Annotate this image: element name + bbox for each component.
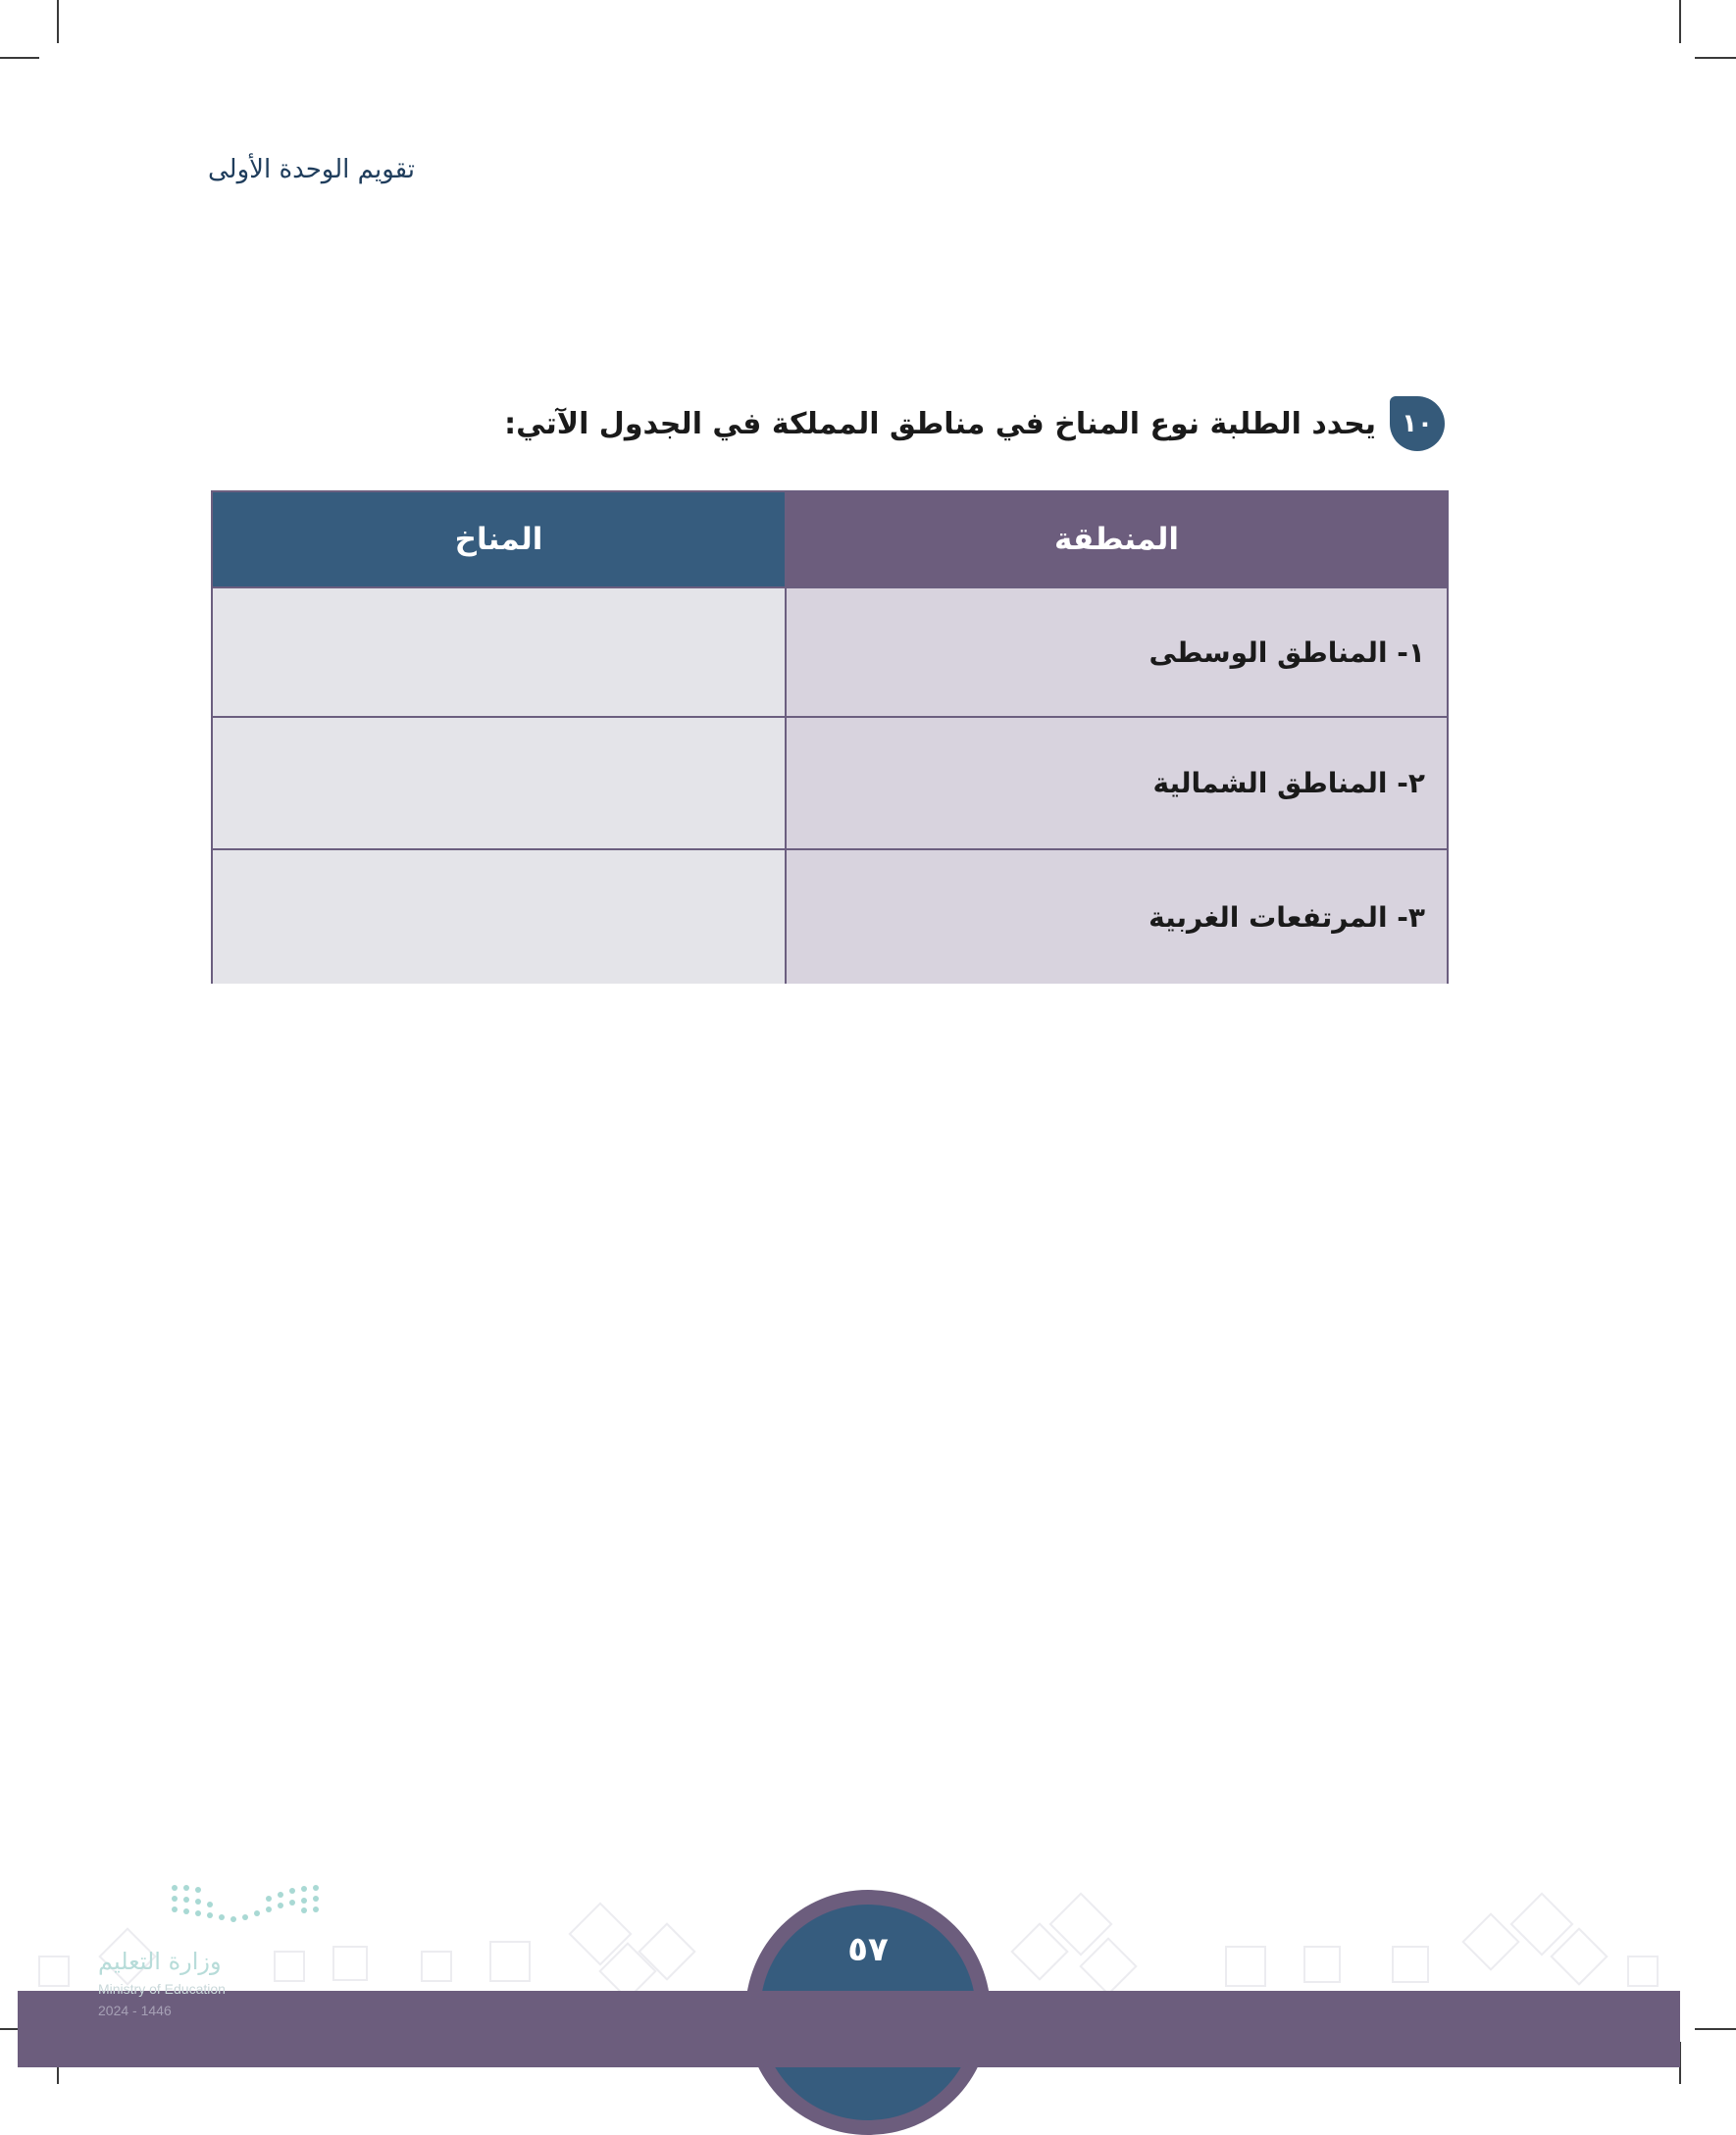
ministry-logo-year: 2024 - 1446: [98, 2003, 172, 2018]
region-cell: ١- المناطق الوسطى: [785, 588, 1447, 716]
header-climate: المناخ: [213, 492, 785, 586]
climate-answer-cell[interactable]: [213, 588, 785, 716]
climate-table: [211, 490, 1449, 984]
page-number: ٥٧: [847, 1930, 889, 1969]
climate-answer-cell[interactable]: [213, 718, 785, 848]
table-row: [213, 586, 1447, 716]
crop-mark: [1679, 0, 1681, 43]
climate-answer-cell[interactable]: [213, 850, 785, 984]
question-number-badge: ١٠: [1390, 396, 1445, 451]
header-region: المنطقة: [785, 492, 1447, 586]
question: [504, 396, 1445, 451]
region-cell: ٣- المرتفعات الغربية: [785, 850, 1447, 984]
crop-mark: [0, 57, 39, 59]
table-header-row: [213, 492, 1447, 586]
question-text: يحدد الطلبة نوع المناخ في مناطق المملكة في الجدول الآتي:: [504, 406, 1376, 441]
region-cell: ٢- المناطق الشمالية: [785, 718, 1447, 848]
crop-mark: [57, 0, 59, 43]
ministry-logo-english: Ministry of Education: [98, 1981, 226, 1997]
ministry-logo-arabic: وزارة التعليم: [98, 1948, 222, 1975]
crop-mark: [1695, 57, 1736, 59]
crop-mark: [1695, 2028, 1736, 2030]
table-row: [213, 716, 1447, 848]
unit-header-title: تقويم الوحدة الأولى: [208, 155, 416, 184]
table-row: [213, 848, 1447, 984]
